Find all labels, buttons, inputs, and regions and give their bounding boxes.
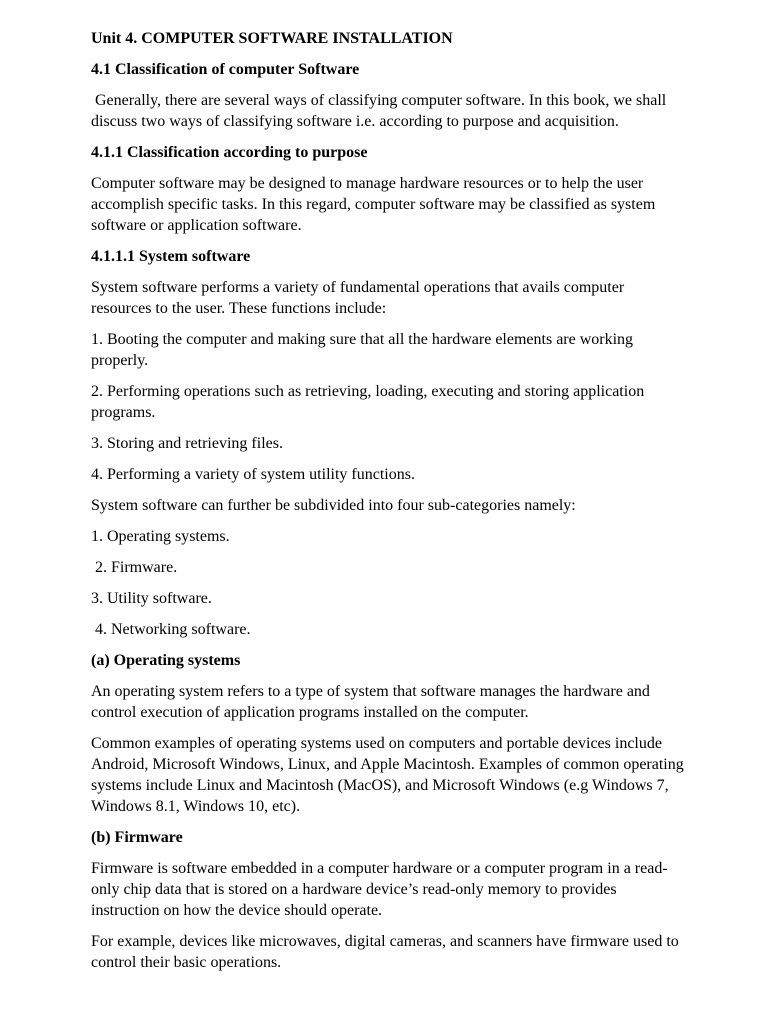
subcategory-item: 2. Firmware. <box>91 559 178 576</box>
unit-title: Unit 4. COMPUTER SOFTWARE INSTALLATION <box>91 30 453 47</box>
os-heading: (a) Operating systems <box>91 652 241 669</box>
function-item: 1. Booting the computer and making sure that all the hardware elements are working properly. <box>91 331 638 369</box>
subcategory-item: 3. Utility software. <box>91 590 212 607</box>
firmware-paragraph-2: For example, devices like microwaves, digital cameras, and scanners have firmware used to control their basic operations. <box>91 933 683 971</box>
function-item: 2. Performing operations such as retrieving, loading, executing and storing application programs. <box>91 383 649 421</box>
subcategory-item: 1. Operating systems. <box>91 528 230 545</box>
function-item: 3. Storing and retrieving files. <box>91 435 283 452</box>
subsubsection-title: 4.1.1.1 System software <box>91 248 251 265</box>
function-item: 4. Performing a variety of system utility functions. <box>91 466 415 483</box>
firmware-paragraph-1: Firmware is software embedded in a computer hardware or a computer program in a read-only chip data that is stored on a hardware device’s read-only memory to provides instruction on how the device should operate. <box>91 860 668 919</box>
firmware-heading: (b) Firmware <box>91 829 183 846</box>
subsection-title: 4.1.1 Classification according to purpose <box>91 144 368 161</box>
purpose-paragraph: Computer software may be designed to manage hardware resources or to help the user accomplish specific tasks. In this regard, computer software may be classified as system software or application software. <box>91 175 660 234</box>
intro-paragraph: Generally, there are several ways of classifying computer software. In this book, we shall discuss two ways of classifying software i.e. according to purpose and acquisition. <box>91 92 671 130</box>
subcategory-item: 4. Networking software. <box>91 621 251 638</box>
os-paragraph-1: An operating system refers to a type of system that software manages the hardware and control execution of application programs installed on the computer. <box>91 683 654 721</box>
system-software-paragraph: System software performs a variety of fundamental operations that avails computer resources to the user. These functions include: <box>91 279 629 317</box>
subcategories-intro: System software can further be subdivided into four sub-categories namely: <box>91 497 576 514</box>
section-title: 4.1 Classification of computer Software <box>91 61 360 78</box>
os-paragraph-2: Common examples of operating systems used on computers and portable devices include Android, Microsoft Windows, Linux, and Apple Macintosh. Examples of common operating systems include Linux and Macintosh (MacOS), and Microsoft Windows (e.g Windows 7, Windows 8.1, Windows 10, etc). <box>91 735 688 815</box>
